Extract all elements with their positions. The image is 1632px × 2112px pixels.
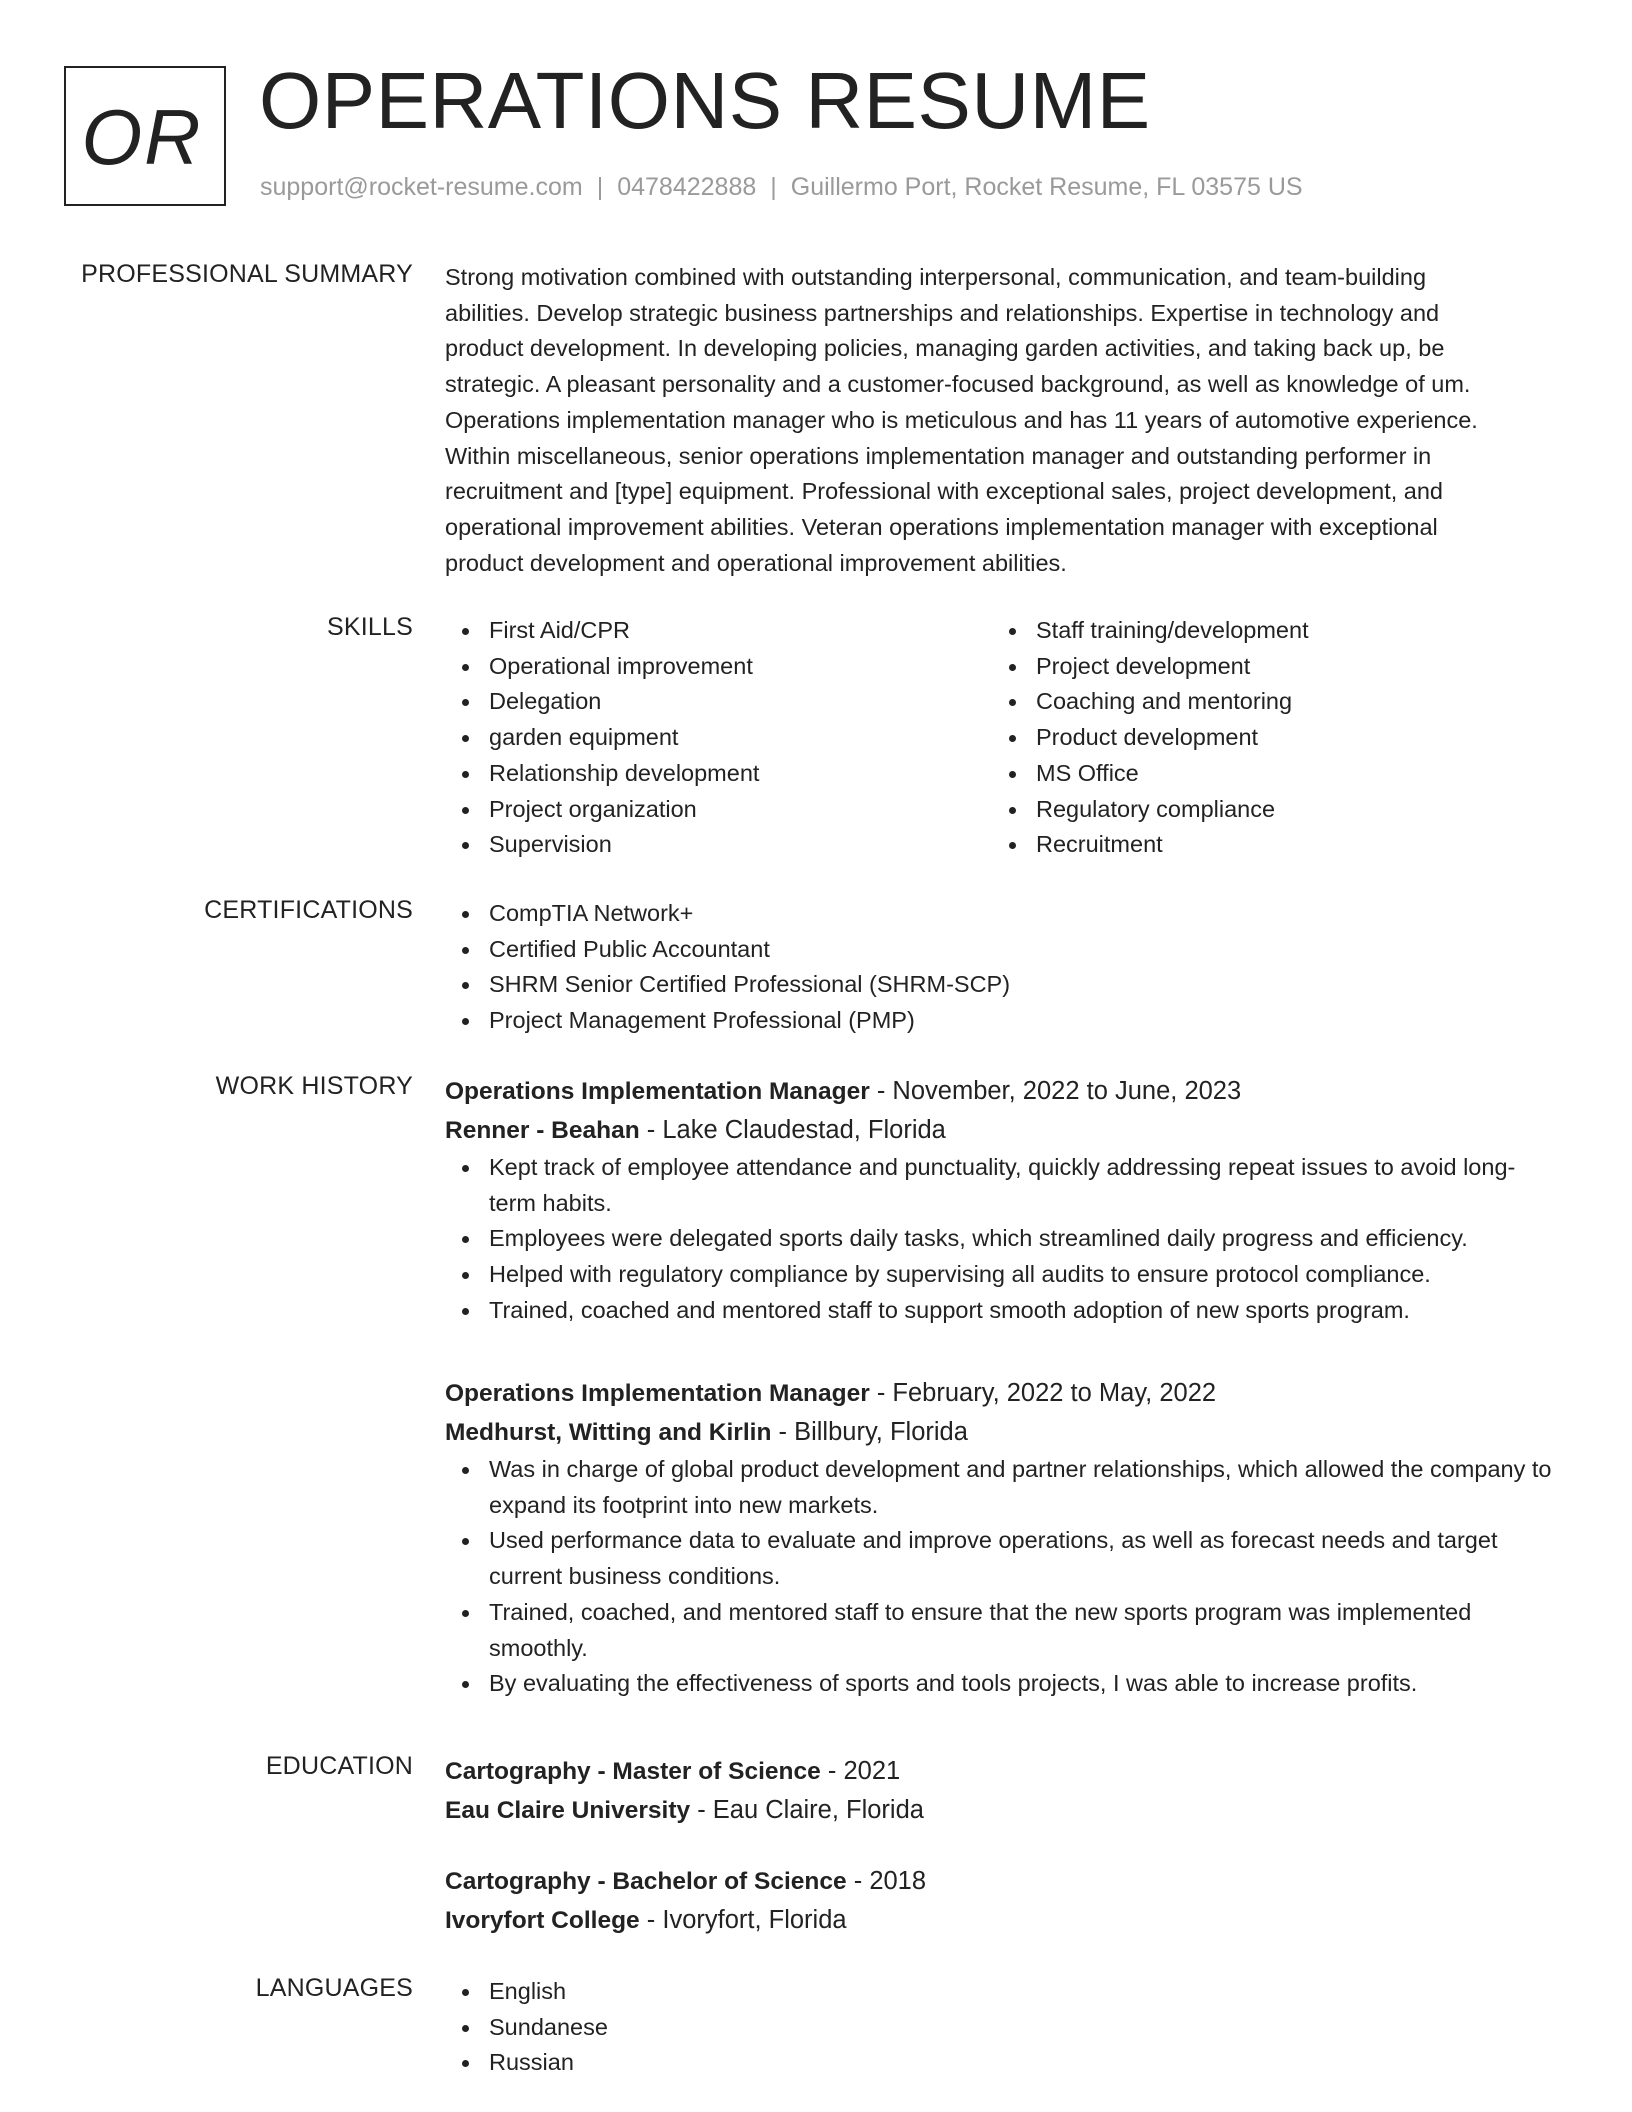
job-dates: February, 2022 to May, 2022	[892, 1379, 1217, 1407]
skill-item: Recruitment	[992, 827, 1309, 863]
education-school-line	[445, 1901, 1555, 1940]
job-bullet-list	[445, 1150, 1555, 1329]
job-bullet: Was in charge of global product development and partner relationships, which allowed the company to expand its footprint into new markets.	[445, 1452, 1555, 1523]
job-bullet: Employees were delegated sports daily tasks, which streamlined daily progress and efficiency.	[445, 1221, 1555, 1257]
dash: -	[869, 1379, 893, 1407]
certifications-body	[445, 896, 1555, 1039]
education-year: 2021	[843, 1757, 901, 1785]
skill-item: Regulatory compliance	[992, 792, 1309, 828]
education-degree-line	[445, 1862, 1555, 1901]
page-title: OPERATIONS RESUME	[259, 56, 1151, 145]
job-bullet: Used performance data to evaluate and improve operations, as well as forecast needs and target current business conditions.	[445, 1523, 1555, 1594]
section-label-education: EDUCATION	[265, 1752, 413, 1780]
education-degree: Cartography - Bachelor of Science	[445, 1868, 847, 1895]
language-item: Sundanese	[445, 2010, 1555, 2046]
job-location: Billbury, Florida	[794, 1418, 968, 1446]
certifications-list	[445, 896, 1555, 1039]
section-label-summary: PROFESSIONAL SUMMARY	[81, 260, 413, 288]
job-bullet: Helped with regulatory compliance by supervising all audits to ensure protocol compliance.	[445, 1257, 1555, 1293]
contact-address: Guillermo Port, Rocket Resume, FL 03575 US	[790, 173, 1303, 201]
contact-phone: 0478422888	[617, 173, 757, 201]
education-year: 2018	[869, 1867, 927, 1895]
summary-line: Strong motivation combined with outstanding interpersonal, communication, and team-building	[445, 264, 1427, 290]
summary-line: strategic. A pleasant personality and a customer-focused background, as well as knowledge of um.	[445, 371, 1471, 398]
dash: -	[820, 1757, 844, 1785]
dash: -	[846, 1867, 870, 1895]
job-location: Lake Claudestad, Florida	[662, 1116, 946, 1144]
dash: -	[639, 1116, 663, 1144]
education-location: Ivoryfort, Florida	[662, 1906, 847, 1934]
education-degree: Cartography - Master of Science	[445, 1758, 821, 1785]
summary-line: product development and operational improvement abilities.	[445, 549, 1067, 576]
education-entry	[445, 1752, 1555, 1830]
languages-list	[445, 1974, 1555, 2081]
section-label-languages: LANGUAGES	[255, 1974, 413, 2002]
summary-line: recruitment and [type] equipment. Professional with exceptional sales, project development, and	[445, 478, 1444, 505]
job-company: Medhurst, Witting and Kirlin	[445, 1419, 772, 1446]
language-item: Russian	[445, 2045, 1555, 2081]
skills-list-left	[445, 613, 759, 863]
job-company-line	[445, 1111, 1555, 1150]
job-entry	[445, 1374, 1555, 1702]
dash: -	[639, 1906, 663, 1934]
summary-line: product development. In developing policies, managing garden activities, and taking back up, be	[445, 335, 1445, 362]
summary-line: Within miscellaneous, senior operations implementation manager and outstanding performer in	[445, 442, 1432, 469]
skill-item: Supervision	[445, 827, 759, 863]
languages-body	[445, 1974, 1555, 2081]
job-bullet: Trained, coached, and mentored staff to ensure that the new sports program was implemented smoothly.	[445, 1595, 1555, 1666]
certification-item: SHRM Senior Certified Professional (SHRM-SCP)	[445, 967, 1555, 1003]
summary-line: operational improvement abilities. Veteran operations implementation manager with exceptional	[445, 513, 1438, 540]
certification-item: CompTIA Network+	[445, 896, 1555, 932]
skill-item: Coaching and mentoring	[992, 684, 1309, 720]
contact-separator: |	[596, 173, 604, 201]
job-title-line	[445, 1374, 1555, 1413]
skill-item: garden equipment	[445, 720, 759, 756]
skill-item: Staff training/development	[992, 613, 1309, 649]
education-school-line	[445, 1791, 1555, 1830]
monogram-box	[64, 66, 226, 206]
education-degree-line	[445, 1752, 1555, 1791]
contact-separator: |	[770, 173, 777, 201]
education-school: Ivoryfort College	[445, 1907, 640, 1934]
job-bullet: Trained, coached and mentored staff to support smooth adoption of new sports program.	[445, 1293, 1555, 1329]
monogram-initials: OR	[81, 92, 203, 181]
skill-item: Delegation	[445, 684, 759, 720]
skill-item: Product development	[992, 720, 1309, 756]
dash: -	[869, 1077, 893, 1105]
job-company: Renner - Beahan	[445, 1117, 640, 1144]
job-title-line	[445, 1072, 1555, 1111]
certification-item: Project Management Professional (PMP)	[445, 1003, 1555, 1039]
skill-item: MS Office	[992, 756, 1309, 792]
summary-line: Operations implementation manager who is meticulous and has 11 years of automotive experience.	[445, 406, 1478, 433]
job-company-line	[445, 1413, 1555, 1452]
education-location: Eau Claire, Florida	[712, 1796, 924, 1824]
skill-item: Relationship development	[445, 756, 759, 792]
section-label-skills: SKILLS	[327, 613, 413, 641]
job-bullet: By evaluating the effectiveness of sports and tools projects, I was able to increase profits.	[445, 1666, 1555, 1702]
skill-item: First Aid/CPR	[445, 613, 759, 649]
summary-text	[445, 260, 1555, 581]
skill-item: Project organization	[445, 792, 759, 828]
contact-line	[260, 173, 1303, 202]
language-item: English	[445, 1974, 1555, 2010]
contact-email: support@rocket-resume.com	[260, 173, 583, 201]
summary-body	[445, 260, 1555, 581]
job-title: Operations Implementation Manager	[445, 1078, 870, 1105]
certification-item: Certified Public Accountant	[445, 932, 1555, 968]
section-label-work-history: WORK HISTORY	[215, 1072, 413, 1100]
section-label-certifications: CERTIFICATIONS	[204, 896, 413, 924]
job-bullet-list	[445, 1452, 1555, 1702]
education-school: Eau Claire University	[445, 1797, 691, 1824]
summary-line: abilities. Develop strategic business partnerships and relationships. Expertise in technology and	[445, 299, 1440, 326]
education-entry	[445, 1862, 1555, 1940]
dash: -	[690, 1796, 713, 1824]
job-title: Operations Implementation Manager	[445, 1380, 870, 1407]
skill-item: Operational improvement	[445, 649, 759, 685]
dash: -	[771, 1418, 795, 1446]
job-bullet: Kept track of employee attendance and punctuality, quickly addressing repeat issues to avoid long-term habits.	[445, 1150, 1555, 1221]
job-dates: November, 2022 to June, 2023	[892, 1077, 1242, 1105]
job-entry	[445, 1072, 1555, 1329]
skills-list-right	[992, 613, 1309, 863]
skill-item: Project development	[992, 649, 1309, 685]
